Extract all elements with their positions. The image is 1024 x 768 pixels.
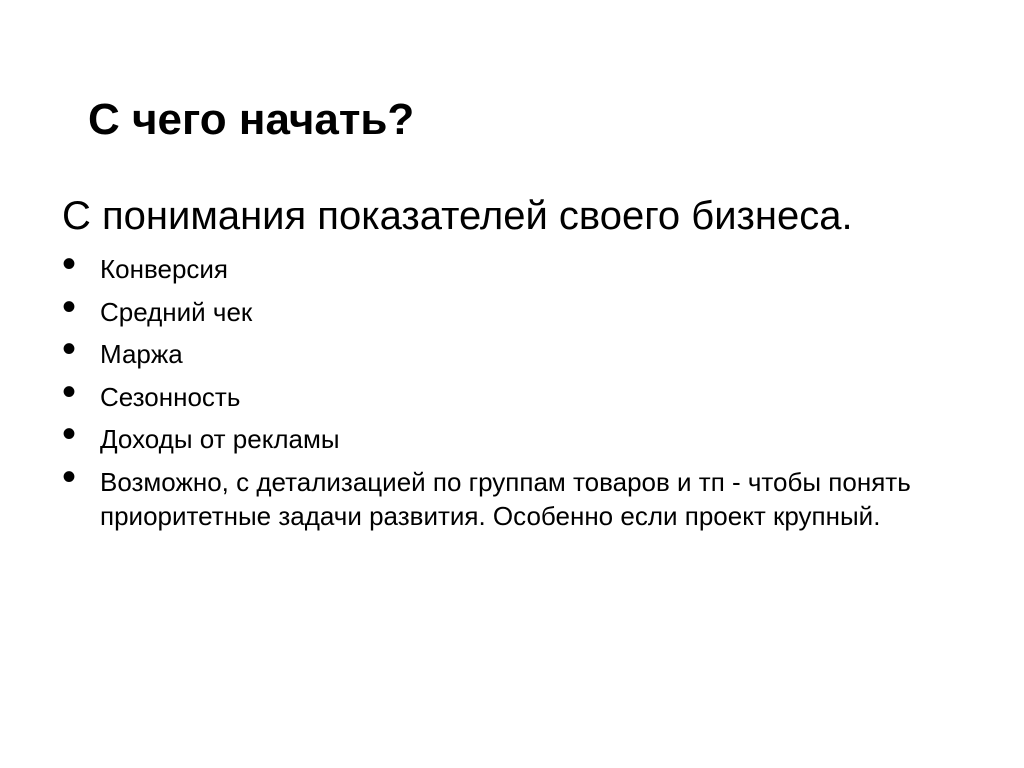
list-item-text: Возможно, с детализацией по группам товаров и тп - чтобы понять приоритетные задачи развития. Особенно если проект крупный. [100,466,911,531]
list-item [62,327,942,371]
list-item-text: Конверсия [100,254,229,284]
bullet-icon: • [62,369,77,414]
bullet-icon: • [62,242,77,286]
list-item [62,412,942,456]
bullet-icon: • [62,284,77,329]
list-item [62,242,942,286]
list-item-text: Сезонность [100,381,241,412]
bullet-icon: • [62,327,77,371]
bullet-icon: • [62,412,77,456]
bullet-icon: • [62,454,77,499]
list-item [62,284,942,329]
slide-title: С чего начать? [88,95,415,144]
list-item [62,454,942,533]
bullet-list [62,242,942,541]
list-item-text: Доходы от рекламы [100,424,340,454]
slide-lead-text: С понимания показателей своего бизнеса. [62,194,853,238]
list-item [62,369,942,414]
list-item-text: Средний чек [100,296,253,327]
list-item-text: Маржа [100,339,183,369]
